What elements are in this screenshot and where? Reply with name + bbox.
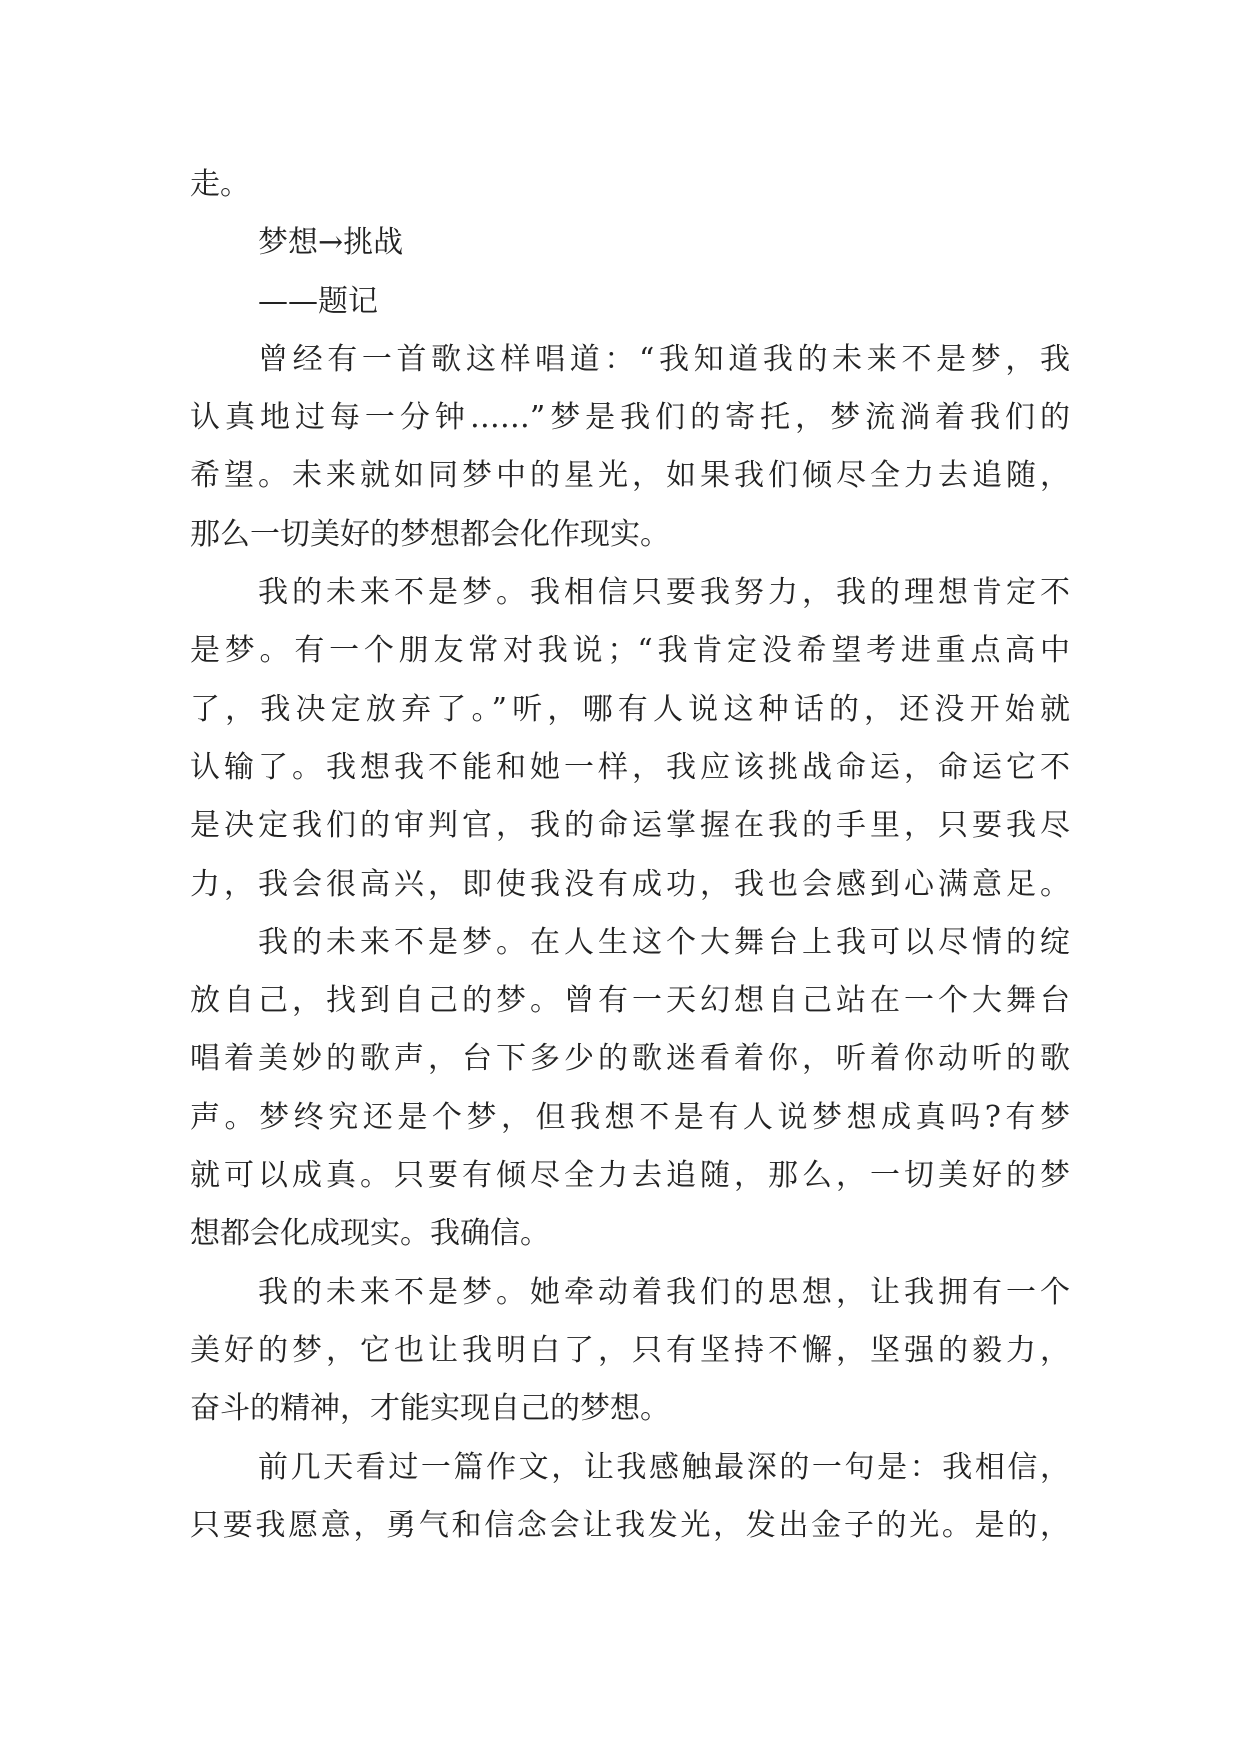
- text-line: 曾经有一首歌这样唱道：“我知道我的未来不是梦，我: [258, 341, 1070, 377]
- text-line: 只要我愿意，勇气和信念会让我发光，发出金子的光。是的，: [190, 1507, 1070, 1543]
- text-line: 奋斗的精神，才能实现自己的梦想。: [190, 1391, 670, 1427]
- text-line: 是梦。有一个朋友常对我说；“我肯定没希望考进重点高中: [190, 633, 1070, 669]
- text-line: 认真地过每一分钟……”梦是我们的寄托，梦流淌着我们的: [190, 400, 1070, 436]
- epigraph-attribution: ——题记: [258, 283, 378, 319]
- text-line: 放自己，找到自己的梦。曾有一天幻想自己站在一个大舞台: [190, 983, 1070, 1019]
- text-line: 走。: [190, 167, 250, 202]
- text-line: 我的未来不是梦。在人生这个大舞台上我可以尽情的绽: [258, 924, 1070, 960]
- text-line: 我的未来不是梦。我相信只要我努力，我的理想肯定不: [258, 575, 1070, 611]
- text-line: 希望。未来就如同梦中的星光，如果我们倾尽全力去追随，: [190, 458, 1070, 494]
- text-line: 就可以成真。只要有倾尽全力去追随，那么，一切美好的梦: [190, 1158, 1070, 1194]
- text-line: 前几天看过一篇作文，让我感触最深的一句是：我相信，: [258, 1449, 1070, 1485]
- text-line: 声。梦终究还是个梦，但我想不是有人说梦想成真吗?有梦: [190, 1099, 1070, 1135]
- text-line: 想都会化成现实。我确信。: [190, 1216, 550, 1252]
- document-body: [190, 156, 1070, 1555]
- text-line: 唱着美妙的歌声，台下多少的歌迷看着你，听着你动听的歌: [190, 1041, 1070, 1077]
- text-line: 我的未来不是梦。她牵动着我们的思想，让我拥有一个: [258, 1274, 1070, 1310]
- text-line: 是决定我们的审判官，我的命运掌握在我的手里，只要我尽: [190, 808, 1070, 844]
- text-line: 美好的梦，它也让我明白了，只有坚持不懈，坚强的毅力，: [190, 1332, 1070, 1368]
- text-line: 了，我决定放弃了。”听，哪有人说这种话的，还没开始就: [190, 691, 1070, 727]
- text-line: 力，我会很高兴，即使我没有成功，我也会感到心满意足。: [190, 866, 1070, 902]
- text-line: 认输了。我想我不能和她一样，我应该挑战命运，命运它不: [190, 749, 1070, 785]
- text-line: 那么一切美好的梦想都会化作现实。: [190, 516, 670, 552]
- section-title: 梦想→挑战: [258, 225, 404, 261]
